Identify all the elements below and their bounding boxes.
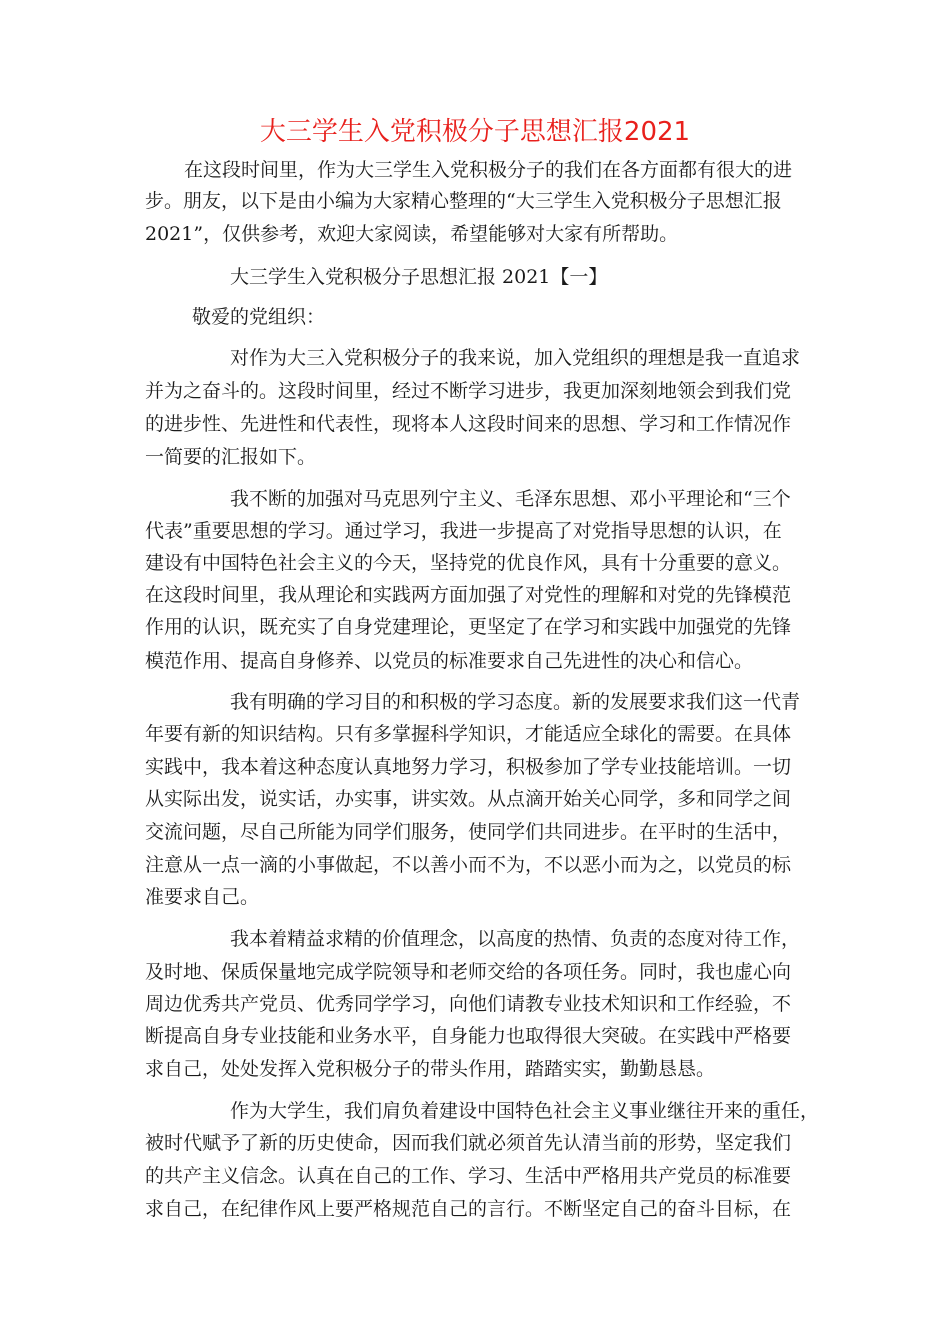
document-title: 大三学生入党积极分子思想汇报2021 [259,117,691,147]
document-page: 大三学生入党积极分子思想汇报2021 在这段时间里，作为大三学生入党积极分子的我们在各方面都有很大的进 步。朋友，以下是由小编为大家精心整理的“大三学生入党积极分子思想汇报 2021”，仅供参考，欢迎大家阅读，希望能够对大家有所帮助。 大三学生入党积极分子思想汇报 2021【一】 敬爱的党组织： 对作为大三入党积极分子的我来说，加入党组织的理想是我一直追求 并为之奋斗的。这段时间里，经过不断学习进步，我更加深刻地领会到我们党 的进步性、先进性和代表性，现将本人这段时间来的思想、学习和工作情况作 一简要的汇报如下。 我不断的加强对马克思列宁主义、毛泽东思想、邓小平理论和“三个 代表”重要思想的学习。通过学习，我进一步提高了对党指导思想的认识，在 建设有中国特色社会主义的今天，坚持党的优良作风，具有十分重要的意义。 在这段时间里，我从理论和实践两方面加强了对党性的理解和对党的先锋模范 作用的认识，既充实了自身党建理论，更坚定了在学习和实践中加强党的先锋 模范作用、提高自身修养、以党员的标准要求自己先进性的决心和信心。 我有明确的学习目的和积极的学习态度。新的发展要求我们这一代青 年要有新的知识结构。只有多掌握科学知识，才能适应全球化的需要。在具体 实践中，我本着这种态度认真地努力学习，积极参加了学专业技能培训。一切 从实际出发，说实话，办实事，讲实效。从点滴开始关心同学，多和同学之间 交流问题，尽自己所能为同学们服务，使同学们共同进步。在平时的生活中， 注意从一点一滴的小事做起，不以善小而不为，不以恶小而为之，以党员的标 准要求自己。 我本着精益求精的价值理念，以高度的热情、负责的态度对待工作， 及时地、保质保量地完成学院领导和老师交给的各项任务。同时，我也虚心向 周边优秀共产党员、优秀同学学习，向他们请教专业技术知识和工作经验，不 断提高自身专业技能和业务水平，自身能力也取得很大突破。在实践中严格要 求自己，处处发挥入党积极分子的带头作用，踏踏实实，勤勤恳恳。 作为大学生，我们肩负着建设中国特色社会主义事业继往开来的重任， 被时代赋予了新的历史使命，因而我们就必须首先认清当前的形势，坚定我们 的共产主义信念。认真在自己的工作、学习、生活中严格用共产党员的标准要 求自己，在纪律作风上要严格规范自己的言行。不断坚定自己的奋斗目标，在 [0,0,950,1344]
